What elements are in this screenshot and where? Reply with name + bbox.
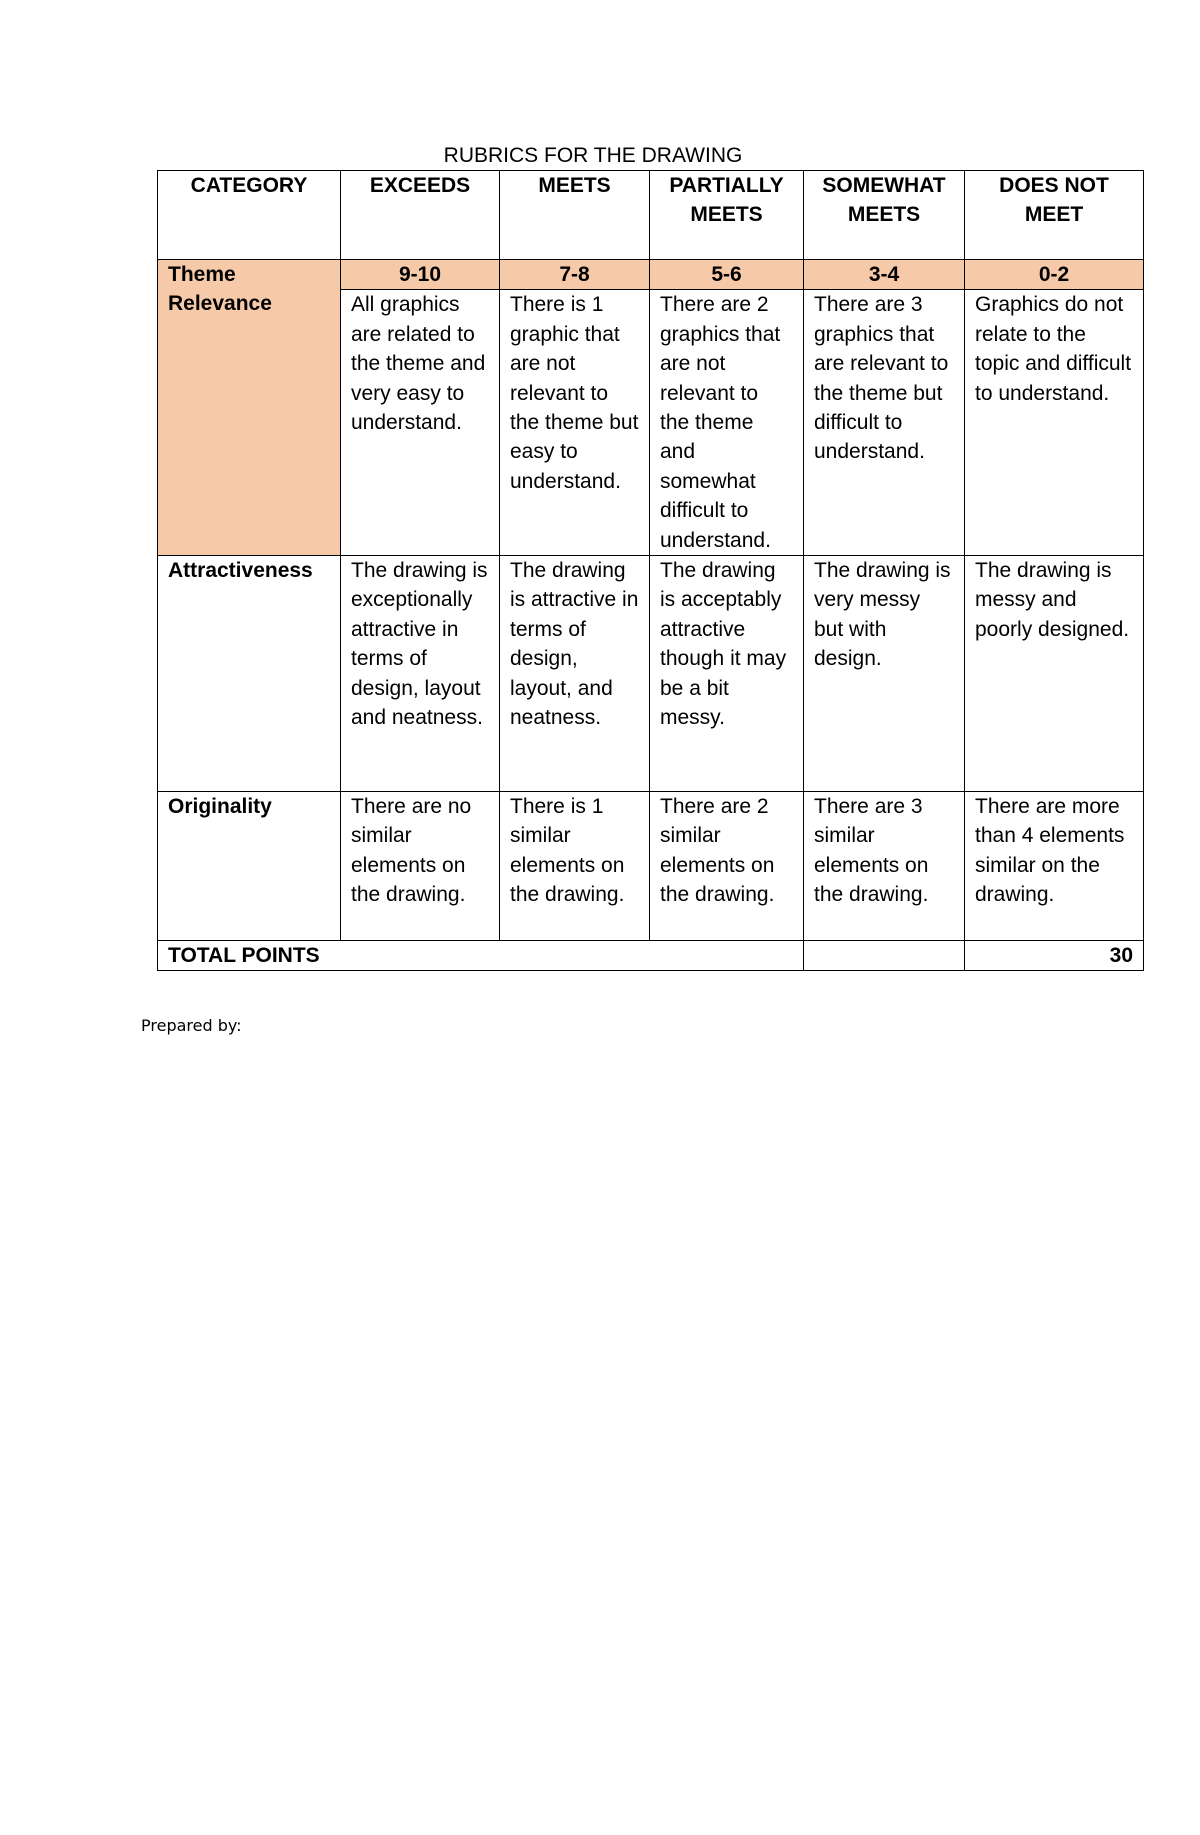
- cell-theme-meets: There is 1 graphic that are not relevant to the theme but easy to understand.: [500, 290, 650, 556]
- header-exceeds: EXCEEDS: [341, 171, 500, 260]
- rubric-table: [157, 170, 1144, 971]
- cell-orig-partially-meets: There are 2 similar elements on the drawing.: [650, 792, 804, 941]
- total-points-label: TOTAL POINTS: [158, 941, 804, 971]
- score-row: [158, 260, 1144, 290]
- header-meets: MEETS: [500, 171, 650, 260]
- header-somewhat-meets: SOMEWHAT MEETS: [804, 171, 965, 260]
- prepared-by-label: Prepared by:: [141, 1016, 242, 1035]
- cell-attract-does-not-meet: The drawing is messy and poorly designed.: [965, 556, 1144, 792]
- score-exceeds: 9-10: [341, 260, 500, 290]
- cell-orig-meets: There is 1 similar elements on the drawing.: [500, 792, 650, 941]
- cell-theme-does-not-meet: Graphics do not relate to the topic and difficult to understand.: [965, 290, 1144, 556]
- category-attractiveness: Attractiveness: [158, 556, 341, 792]
- cell-attract-exceeds: The drawing is exceptionally attractive in terms of design, layout and neatness.: [341, 556, 500, 792]
- table-row-attractiveness: [158, 556, 1144, 792]
- header-category: CATEGORY: [158, 171, 341, 260]
- cell-attract-partially-meets: The drawing is acceptably attractive though it may be a bit messy.: [650, 556, 804, 792]
- cell-theme-partially-meets: There are 2 graphics that are not relevant to the theme and somewhat difficult to understand.: [650, 290, 804, 556]
- score-somewhat-meets: 3-4: [804, 260, 965, 290]
- score-partially-meets: 5-6: [650, 260, 804, 290]
- cell-theme-exceeds: All graphics are related to the theme and very easy to understand.: [341, 290, 500, 556]
- header-does-not-meet: DOES NOT MEET: [965, 171, 1144, 260]
- score-meets: 7-8: [500, 260, 650, 290]
- document-title: RUBRICS FOR THE DRAWING: [443, 144, 743, 167]
- header-partially-meets: PARTIALLY MEETS: [650, 171, 804, 260]
- cell-theme-somewhat-meets: There are 3 graphics that are relevant to the theme but difficult to understand.: [804, 290, 965, 556]
- total-points-value: 30: [965, 941, 1144, 971]
- cell-orig-exceeds: There are no similar elements on the drawing.: [341, 792, 500, 941]
- cell-orig-does-not-meet: There are more than 4 elements similar on the drawing.: [965, 792, 1144, 941]
- cell-attract-meets: The drawing is attractive in terms of design, layout, and neatness.: [500, 556, 650, 792]
- score-does-not-meet: 0-2: [965, 260, 1144, 290]
- total-row: [158, 941, 1144, 971]
- total-points-blank: [804, 941, 965, 971]
- header-row: [158, 171, 1144, 260]
- cell-attract-somewhat-meets: The drawing is very messy but with design.: [804, 556, 965, 792]
- category-originality: Originality: [158, 792, 341, 941]
- table-row-originality: [158, 792, 1144, 941]
- category-theme-relevance: Theme Relevance: [158, 260, 341, 556]
- cell-orig-somewhat-meets: There are 3 similar elements on the drawing.: [804, 792, 965, 941]
